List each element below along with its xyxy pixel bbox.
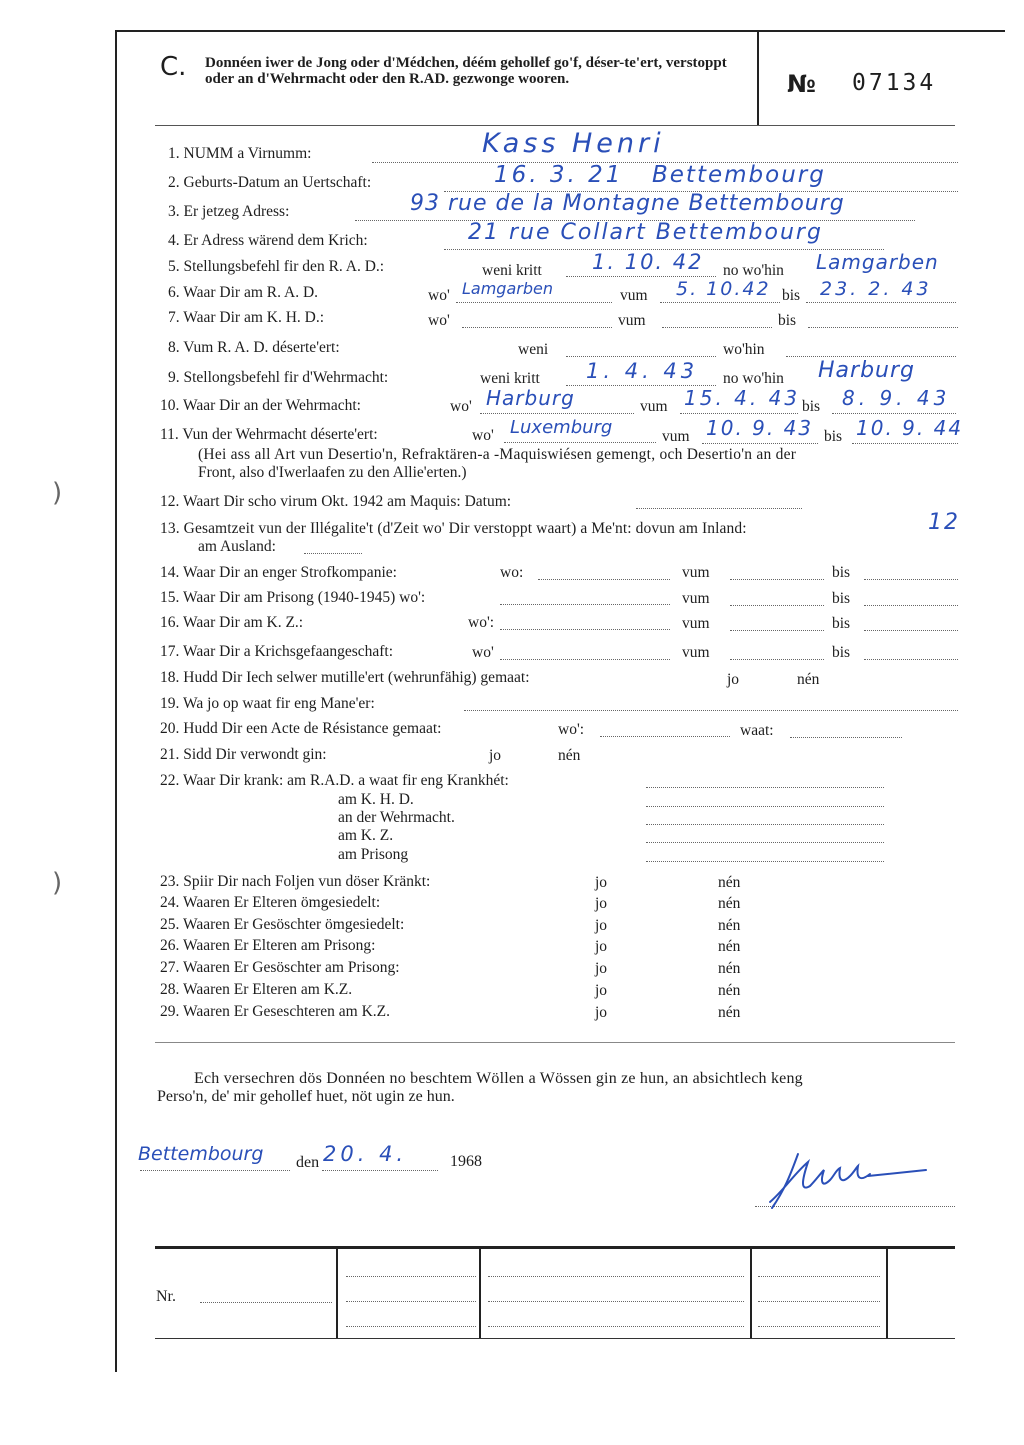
field-15-vum-label: vum — [682, 590, 710, 607]
form-title: Donnéen iwer de Jong oder d'Médchen, déém gehollef go'f, déser-te'ert, verstoppt oder an d'Wehrmacht oder den R.AD. gezwonge wooren. — [205, 55, 727, 87]
field-9-when-label: weni kritt — [480, 370, 540, 387]
field-16-vum-label: vum — [682, 615, 710, 632]
field-23-jo[interactable]: jo — [595, 874, 608, 891]
field-10-label: 10. Waar Dir an der Wehrmacht: — [160, 397, 361, 414]
field-17-label: 17. Waar Dir a Krichsgefaangeschaft: — [160, 643, 394, 660]
field-6-vum: 5. 10.42 — [676, 278, 771, 300]
field-22-sub-wehrmacht: an der Wehrmacht. — [338, 809, 455, 826]
field-17-vum-line[interactable] — [730, 659, 824, 660]
field-22-sub-prisong: am Prisong — [338, 846, 409, 863]
field-25-nen[interactable]: nén — [718, 917, 741, 934]
field-27-nen[interactable]: nén — [718, 960, 741, 977]
field-3-value: 93 rue de la Montagne Bettembourg — [410, 191, 845, 216]
field-13-line2: am Ausland: — [198, 538, 276, 555]
field-6-bis-label: bis — [782, 287, 801, 304]
field-6-vum-line[interactable] — [660, 302, 780, 303]
field-11-bis-label: bis — [824, 428, 843, 445]
field-26-label: 26. Waaren Er Elteren am Prisong: — [160, 937, 376, 954]
field-6-vum-label: vum — [620, 287, 648, 304]
field-17-vum-label: vum — [682, 644, 710, 661]
signing-den-label: den — [296, 1154, 320, 1171]
field-9-where: Harburg — [818, 358, 915, 383]
field-1-label: 1. NUMM a Virnumm: — [168, 145, 312, 162]
field-18-label: 18. Hudd Dir Iech selwer mutille'ert (wehrunfähig) gemaat: — [160, 669, 530, 686]
field-23-label: 23. Spiir Dir nach Foljen vun döser Kränkt: — [160, 873, 431, 890]
footer-cell-line[interactable] — [488, 1326, 744, 1327]
punch-hole-mark: ) — [52, 478, 63, 508]
field-22-line-kz[interactable] — [646, 842, 884, 843]
field-10-vum: 15. 4. 43 — [684, 386, 801, 410]
field-11-wo-line[interactable] — [504, 442, 656, 443]
field-20-waat-line[interactable] — [790, 737, 902, 738]
field-10-wo-line[interactable] — [480, 413, 634, 414]
footer-bottom-border — [155, 1338, 955, 1339]
signing-date: 20. 4. — [323, 1142, 408, 1166]
field-27-label: 27. Waaren Er Gesöschter am Prisong: — [160, 959, 400, 976]
field-8-label: 8. Vum R. A. D. déserte'ert: — [168, 339, 340, 356]
field-14-wo-line[interactable] — [538, 579, 670, 580]
field-26-jo[interactable]: jo — [595, 938, 608, 955]
field-25-jo[interactable]: jo — [595, 917, 608, 934]
field-7-wo-line[interactable] — [462, 327, 612, 328]
field-19-line[interactable] — [464, 710, 958, 711]
footer-cell-line[interactable] — [346, 1326, 476, 1327]
field-12-label: 12. Waart Dir scho virum Okt. 1942 am Maquis: Datum: — [160, 493, 512, 510]
field-11-bis: 10. 9. 44 — [856, 416, 964, 440]
field-10-vum-line[interactable] — [680, 413, 798, 414]
field-2-place: Bettembourg — [652, 162, 826, 188]
field-26-nen[interactable]: nén — [718, 938, 741, 955]
footer-divider — [336, 1249, 338, 1338]
field-23-nen[interactable]: nén — [718, 874, 741, 891]
field-11-vum-label: vum — [662, 428, 690, 445]
field-20-waat-label: waat: — [740, 722, 774, 739]
footer-cell-line[interactable] — [488, 1301, 744, 1302]
field-15-label: 15. Waar Dir am Prisong (1940-1945) wo': — [160, 589, 426, 606]
field-7-vum-line[interactable] — [662, 327, 772, 328]
field-24-nen[interactable]: nén — [718, 895, 741, 912]
field-1-value: Kass Henri — [482, 128, 665, 159]
field-20-wo-line[interactable] — [600, 736, 730, 737]
field-29-jo[interactable]: jo — [595, 1004, 608, 1021]
field-14-vum-line[interactable] — [730, 579, 824, 580]
footer-cell-line[interactable] — [758, 1301, 880, 1302]
field-18-nen[interactable]: nén — [797, 671, 820, 688]
field-27-jo[interactable]: jo — [595, 960, 608, 977]
footer-nr-line[interactable] — [200, 1302, 332, 1303]
header-divider — [757, 32, 759, 125]
footer-cell-line[interactable] — [346, 1276, 476, 1277]
field-10-bis: 8. 9. 43 — [842, 386, 951, 410]
field-6-wo-line[interactable] — [456, 302, 612, 303]
field-14-wo-label: wo: — [500, 564, 524, 581]
field-22-sub-kz: am K. Z. — [338, 827, 394, 844]
field-10-wo-label: wo' — [450, 398, 472, 415]
field-20-wo-label: wo': — [558, 721, 585, 738]
number-symbol: № — [787, 70, 816, 98]
field-24-jo[interactable]: jo — [595, 895, 608, 912]
field-7-label: 7. Waar Dir am K. H. D.: — [168, 309, 325, 326]
field-6-wo: Lamgarben — [462, 279, 553, 298]
field-11-vum: 10. 9. 43 — [706, 416, 814, 440]
signing-place: Bettembourg — [138, 1143, 264, 1165]
field-17-bis-line[interactable] — [864, 659, 958, 660]
field-5-where: Lamgarben — [816, 250, 939, 274]
field-14-bis-label: bis — [832, 564, 851, 581]
section-letter: C. — [160, 52, 187, 82]
field-9-label: 9. Stellongsbefehl fir d'Wehrmacht: — [168, 369, 389, 386]
field-11-note-line1: (Hei ass all Art vun Desertio'n, Refraktären-a -Maquiswiésen gemengt, och Desertio'n an der — [198, 446, 797, 463]
field-5-label: 5. Stellungsbefehl fir den R. A. D.: — [168, 258, 385, 275]
field-16-bis-label: bis — [832, 615, 851, 632]
field-10-bis-label: bis — [802, 398, 821, 415]
form-number: 07134 — [852, 70, 937, 96]
field-21-nen[interactable]: nén — [558, 747, 581, 764]
field-10-wo: Harburg — [486, 386, 575, 410]
field-28-label: 28. Waaren Er Elteren am K.Z. — [160, 981, 353, 998]
field-18-jo[interactable]: jo — [727, 671, 740, 688]
field-17-bis-label: bis — [832, 644, 851, 661]
field-11-note-line2: Front, also d'Iwerlaafen zu den Allie'erten.) — [198, 464, 467, 481]
field-7-bis-line[interactable] — [808, 327, 958, 328]
field-4-value: 21 rue Collart Bettembourg — [468, 220, 823, 245]
field-15-bis-label: bis — [832, 590, 851, 607]
field-22-label: 22. Waar Dir krank: am R.A.D. a waat fir eng Krankhét: — [160, 772, 509, 789]
field-28-nen[interactable]: nén — [718, 982, 741, 999]
field-21-label: 21. Sidd Dir verwondt gin: — [160, 746, 327, 763]
field-8-where-label: wo'hin — [723, 341, 765, 358]
field-7-bis-label: bis — [778, 312, 797, 329]
signature-mark — [750, 1140, 930, 1220]
field-2-date: 16. 3. 21 — [494, 162, 624, 188]
signature-text: Kass — [750, 1140, 752, 1141]
footer-cell-line[interactable] — [346, 1301, 476, 1302]
field-5-when: 1. 10. 42 — [592, 250, 704, 274]
header-rule — [155, 125, 955, 126]
field-17-wo-line[interactable] — [500, 659, 670, 660]
field-22-line-khd[interactable] — [646, 806, 884, 807]
declaration-line1: Ech versechren dös Donnéen no beschtem Wöllen a Wössen gin ze hun, an absichtlech keng — [194, 1070, 803, 1087]
field-2-label: 2. Geburts-Datum an Uertschaft: — [168, 174, 372, 191]
field-9-where-label: no wo'hin — [723, 370, 784, 387]
field-6-bis-line[interactable] — [806, 302, 956, 303]
section-rule — [155, 1042, 955, 1043]
field-11-wo: Luxemburg — [510, 417, 613, 438]
field-15-vum-line[interactable] — [730, 605, 824, 606]
field-16-wo-label: wo': — [468, 614, 495, 631]
field-11-vum-line[interactable] — [702, 443, 818, 444]
footer-divider — [479, 1249, 481, 1338]
field-5-when-label: weni kritt — [482, 262, 542, 279]
field-11-wo-label: wo' — [472, 427, 494, 444]
field-7-vum-label: vum — [618, 312, 646, 329]
field-11-label: 11. Vun der Wehrmacht déserte'ert: — [160, 426, 378, 443]
signing-year: 1968 — [450, 1153, 482, 1170]
field-22-line-wehrmacht[interactable] — [646, 824, 884, 825]
field-10-bis-line[interactable] — [832, 413, 956, 414]
field-13-inland: 12 — [928, 510, 960, 535]
footer-top-border — [155, 1246, 955, 1249]
field-28-jo[interactable]: jo — [595, 982, 608, 999]
field-29-nen[interactable]: nén — [718, 1004, 741, 1021]
declaration-line2: Perso'n, de' mir gehollef huet, nöt ugin ze hun. — [157, 1088, 455, 1105]
field-4-label: 4. Er Adress wärend dem Krich: — [168, 232, 368, 249]
footer-divider — [886, 1249, 888, 1338]
field-19-label: 19. Wa jo op waat fir eng Mane'er: — [160, 695, 375, 712]
signing-date-line[interactable] — [322, 1170, 438, 1171]
field-12-line[interactable] — [636, 508, 802, 509]
field-16-vum-line[interactable] — [730, 630, 824, 631]
field-16-bis-line[interactable] — [864, 630, 958, 631]
field-8-weni-label: weni — [518, 341, 549, 358]
field-10-vum-label: vum — [640, 398, 668, 415]
field-25-label: 25. Waaren Er Gesöschter ömgesiedelt: — [160, 916, 405, 933]
footer-cell-line[interactable] — [758, 1326, 880, 1327]
field-24-label: 24. Waaren Er Elteren ömgesiedelt: — [160, 894, 381, 911]
field-15-bis-line[interactable] — [864, 605, 958, 606]
field-6-label: 6. Waar Dir am R. A. D. — [168, 284, 319, 301]
footer-cell-line[interactable] — [758, 1276, 880, 1277]
field-22-line-rad[interactable] — [646, 787, 884, 788]
field-14-bis-line[interactable] — [864, 579, 958, 580]
field-13-label: 13. Gesamtzeit vun der Illégalite't (d'Zeit wo' Dir verstoppt waart) a Me'nt: dovun am Inland: — [160, 520, 747, 537]
signing-place-line[interactable] — [140, 1170, 290, 1171]
field-8-weni-line[interactable] — [566, 356, 716, 357]
field-6-bis: 23. 2. 43 — [820, 278, 932, 300]
field-21-jo[interactable]: jo — [489, 747, 502, 764]
field-20-label: 20. Hudd Dir een Acte de Résistance gemaat: — [160, 720, 442, 737]
field-3-label: 3. Er jetzeg Adress: — [168, 203, 290, 220]
field-22-line-prisong[interactable] — [646, 861, 884, 862]
field-9-when: 1. 4. 43 — [586, 359, 699, 383]
footer-cell-line[interactable] — [488, 1276, 744, 1277]
field-8-where-line[interactable] — [786, 356, 956, 357]
field-5-where-label: no wo'hin — [723, 262, 784, 279]
field-16-wo-line[interactable] — [500, 629, 670, 630]
field-14-vum-label: vum — [682, 564, 710, 581]
punch-hole-mark: ) — [52, 868, 63, 898]
field-29-label: 29. Waaren Er Geseschteren am K.Z. — [160, 1003, 391, 1020]
field-7-wo-label: wo' — [428, 312, 450, 329]
field-14-label: 14. Waar Dir an enger Strofkompanie: — [160, 564, 397, 581]
field-17-wo-label: wo' — [472, 644, 494, 661]
field-13-ausland-line[interactable] — [304, 553, 362, 554]
footer-nr-label: Nr. — [156, 1288, 176, 1305]
field-16-label: 16. Waar Dir am K. Z.: — [160, 614, 304, 631]
field-6-wo-label: wo' — [428, 287, 450, 304]
footer-divider — [750, 1249, 752, 1338]
field-22-sub-khd: am K. H. D. — [338, 791, 414, 808]
field-15-wo-line[interactable] — [500, 604, 670, 605]
field-11-bis-line[interactable] — [852, 443, 958, 444]
